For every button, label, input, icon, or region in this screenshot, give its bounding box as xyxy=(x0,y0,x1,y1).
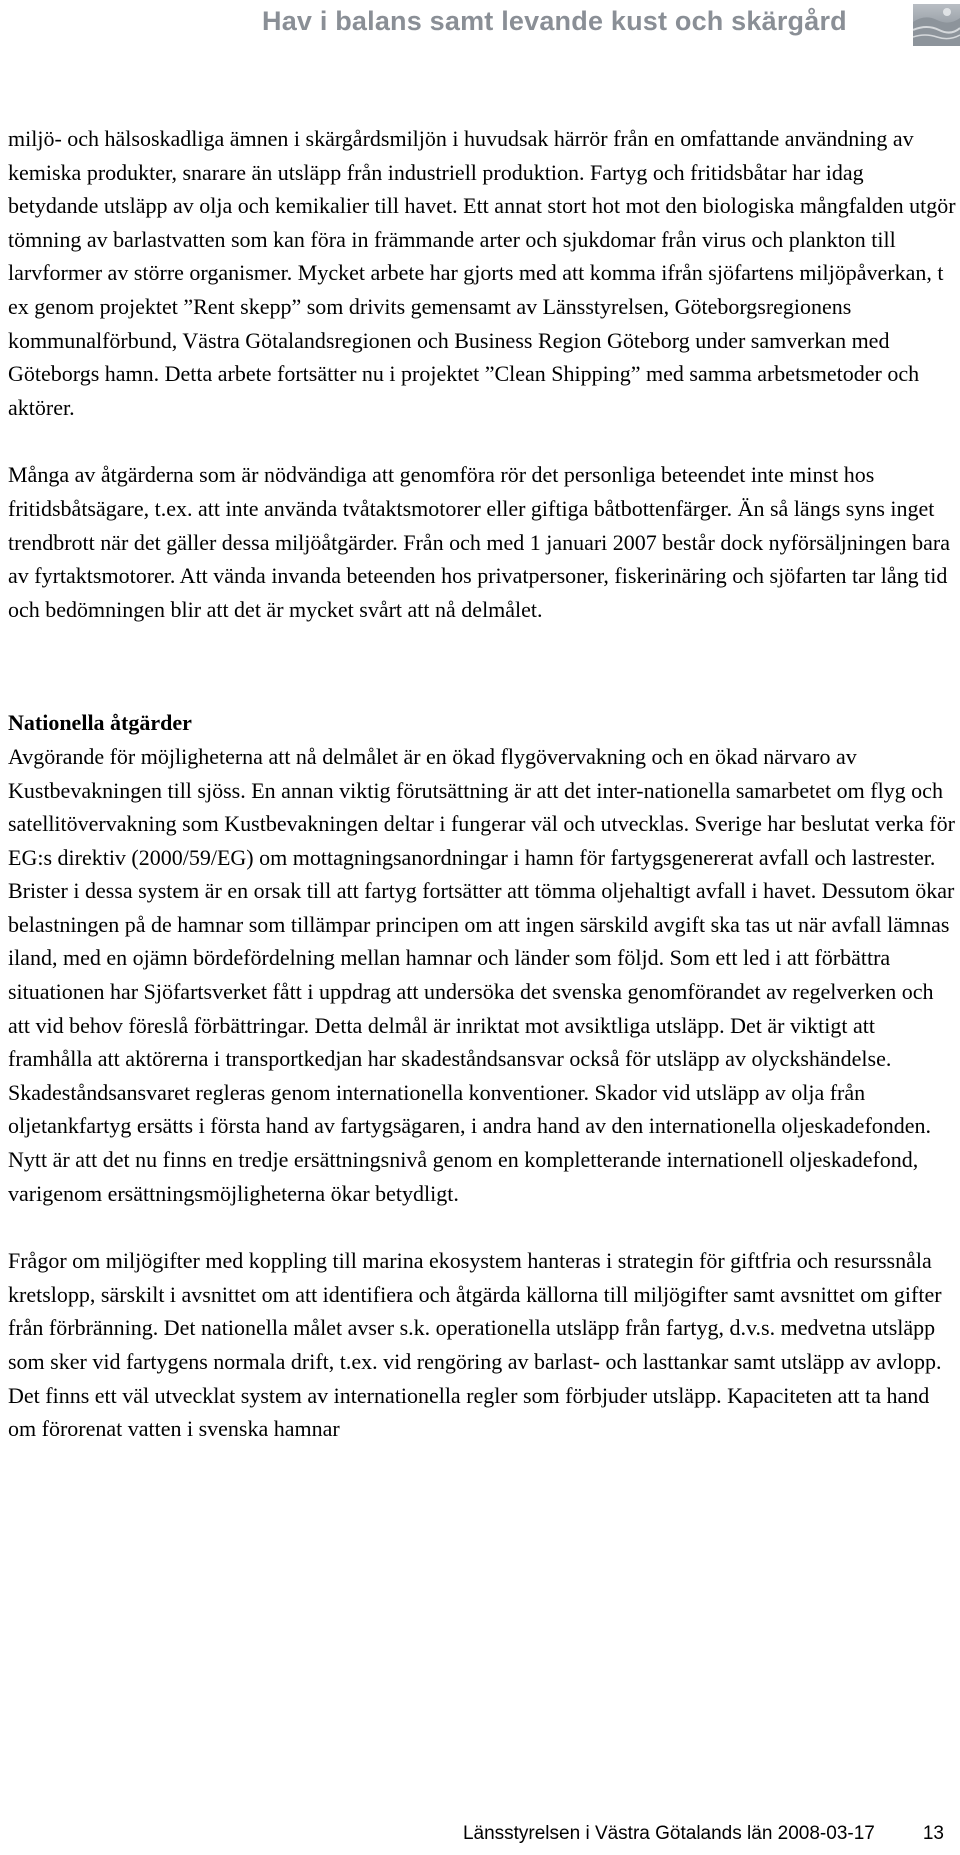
document-body xyxy=(8,122,958,1446)
coastal-landscape-icon xyxy=(913,4,960,46)
page-number: 13 xyxy=(922,1823,944,1844)
body-paragraph: Avgörande för möjligheterna att nå delmålet är en ökad flygövervakning och en ökad närvaro av Kustbevakningen till sjöss. En annan viktig förutsättning är att det inter-nationella samarbetet om flyg och satellitövervakning som Kustbevakningen deltar i fungerar väl och utvecklas. Sverige har beslutat verka för EG:s direktiv (2000/59/EG) om mottagningsanordningar i hamn för fartygsgenererat avfall och lastrester. Brister i dessa system är en orsak till att fartyg fortsätter att tömma oljehaltigt avfall i havet. Dessutom ökar belastningen på de hamnar som tillämpar principen om att ingen särskild avgift ska tas ut när avfall lämnas iland, med en ojämn bördefördelning mellan hamnar och länder som följd. Som ett led i att förbättra situationen har Sjöfartsverket fått i uppdrag att undersöka det svenska genomförandet av regelverken och att vid behov föreslå förbättringar. Detta delmål är inriktat mot avsiktliga utsläpp. Det är viktigt att framhålla att aktörerna i transportkedjan har skadeståndsansvar också för utsläpp av olyckshändelse. Skadeståndsansvaret regleras genom internationella konventioner. Skador vid utsläpp av olja från oljetankfartyg ersätts i första hand av fartygsägaren, i andra hand av den internationella oljeskadefonden. Nytt är att det nu finns en tredje ersättningsnivå genom en kompletterande internationell oljeskadefond, varigenom ersättningsmöjligheterna ökar betydligt. xyxy=(8,743,955,1206)
section-heading: Nationella åtgärder xyxy=(8,710,192,736)
running-header-title: Hav i balans samt levande kust och skärgård xyxy=(262,6,847,36)
footer-organization-date: Länsstyrelsen i Västra Götalands län 2008-03-17 xyxy=(462,1823,875,1844)
page-footer xyxy=(463,1823,944,1845)
body-paragraph: miljö- och hälsoskadliga ämnen i skärgårdsmiljön i huvudsak härrör från en omfattande användning av kemiska produkter, snarare än utsläpp från industriell produktion. Fartyg och fritidsbåtar har idag betydande utsläpp av olja och kemikalier till havet. Ett annat stort hot mot den biologiska mångfalden utgör tömning av barlastvatten som kan föra in främmande arter och sjukdomar från virus och plankton till larvformer av större organismer. Mycket arbete har gjorts med att komma ifrån sjöfartens miljöpåverkan, t ex genom projektet ”Rent skepp” som drivits gemensamt av Länsstyrelsen, Göteborgsregionens kommunalförbund, Västra Götalandsregionen och Business Region Göteborg under samverkan med Göteborgs hamn. Detta arbete fortsätter nu i projektet ”Clean Shipping” med samma arbetsmetoder och aktörer. xyxy=(8,126,956,420)
body-paragraph: Många av åtgärderna som är nödvändiga att genomföra rör det personliga beteendet inte minst hos fritidsbåtsägare, t.ex. att inte använda tvåtaktsmotorer eller giftiga båtbottenfärger. Än så längs syns inget trendbrott när det gäller dessa miljöåtgärder. Från och med 1 januari 2007 består dock nyförsäljningen bara av fyrtaktsmotorer. Att vända invanda beteenden hos privatpersoner, fiskerinäring och sjöfarten tar lång tid och bedömningen blir att det är mycket svårt att nå delmålet. xyxy=(8,462,951,622)
body-paragraph: Frågor om miljögifter med koppling till marina ekosystem hanteras i strategin för giftfria och resurssnåla kretslopp, särskilt i avsnittet om att identifiera och åtgärda källorna till miljögifter samt avsnittet om gifter från förbränning. Det nationella målet avser s.k. operationella utsläpp från fartyg, d.v.s. medvetna utsläpp som sker vid fartygens normala drift, t.ex. vid rengöring av barlast- och lasttankar samt utsläpp av avlopp. Det finns ett väl utvecklat system av internationella regler som förbjuder utsläpp. Kapaciteten att ta hand om förorenat vatten i svenska hamnar xyxy=(8,1248,942,1442)
